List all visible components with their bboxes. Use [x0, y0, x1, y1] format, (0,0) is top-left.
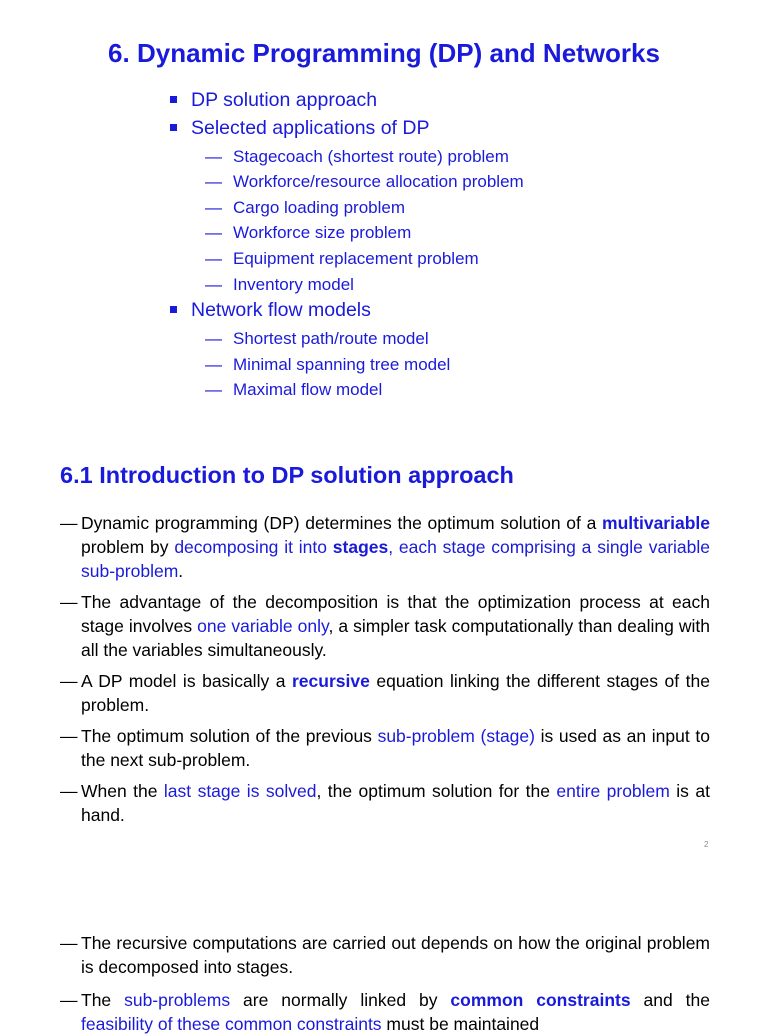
dash-icon: — — [60, 781, 78, 801]
dash-icon: — — [205, 198, 222, 217]
dash-icon: — — [205, 380, 222, 399]
outline-subitem: — Maximal flow model — [205, 380, 383, 399]
outline-subitem: — Shortest path/route model — [205, 329, 429, 348]
outline-subitem: — Inventory model — [205, 275, 354, 294]
outline-subitem: — Cargo loading problem — [205, 198, 405, 217]
bullet-square-icon — [170, 96, 177, 103]
dash-icon: — — [205, 147, 222, 166]
paragraph-6: — The recursive computations are carried out depends on how the original problem is decomposed into stages. — [60, 933, 710, 977]
section-heading: 6.1 Introduction to DP solution approach — [60, 462, 514, 488]
outline-subitem: — Equipment replacement problem — [205, 249, 479, 268]
page-number: 2 — [704, 840, 709, 849]
dash-icon: — — [60, 990, 78, 1010]
outline-item-1: DP solution approach — [170, 89, 377, 112]
outline-item-2: Selected applications of DP — [170, 117, 429, 140]
dash-icon: — — [205, 275, 222, 294]
bullet-square-icon — [170, 124, 177, 131]
dash-icon: — — [60, 592, 78, 612]
paragraph-4: — The optimum solution of the previous sub-problem (stage) is used as an input to the next sub-problem. — [60, 726, 710, 770]
outline-subitem: — Stagecoach (shortest route) problem — [205, 147, 509, 166]
dash-icon: — — [60, 513, 78, 533]
paragraph-5: — When the last stage is solved, the optimum solution for the entire problem is at hand. — [60, 781, 710, 825]
paragraph-7: — The sub-problems are normally linked by common constraints and the feasibility of these common constraints must be maintained — [60, 990, 710, 1034]
dash-icon: — — [205, 172, 222, 191]
paragraph-3: — A DP model is basically a recursive equation linking the different stages of the problem. — [60, 671, 710, 715]
paragraph-1: — Dynamic programming (DP) determines the optimum solution of a multivariable problem by decomposing it into stages, each stage comprising a single variable sub-problem. — [60, 513, 710, 581]
outline-subitem: — Workforce/resource allocation problem — [205, 172, 524, 191]
outline-item-3: Network flow models — [170, 299, 371, 322]
dash-icon: — — [205, 355, 222, 374]
dash-icon: — — [60, 726, 78, 746]
slide-title: 6. Dynamic Programming (DP) and Networks — [108, 38, 660, 68]
dash-icon: — — [60, 671, 78, 691]
paragraph-2: — The advantage of the decomposition is that the optimization process at each stage involves one variable only, a simpler task computationally than dealing with all the variables simultaneously. — [60, 592, 710, 660]
outline-subitem: — Minimal spanning tree model — [205, 355, 451, 374]
dash-icon: — — [205, 249, 222, 268]
bullet-square-icon — [170, 306, 177, 313]
dash-icon: — — [60, 933, 78, 953]
dash-icon: — — [205, 223, 222, 242]
dash-icon: — — [205, 329, 222, 348]
outline-subitem: — Workforce size problem — [205, 223, 412, 242]
